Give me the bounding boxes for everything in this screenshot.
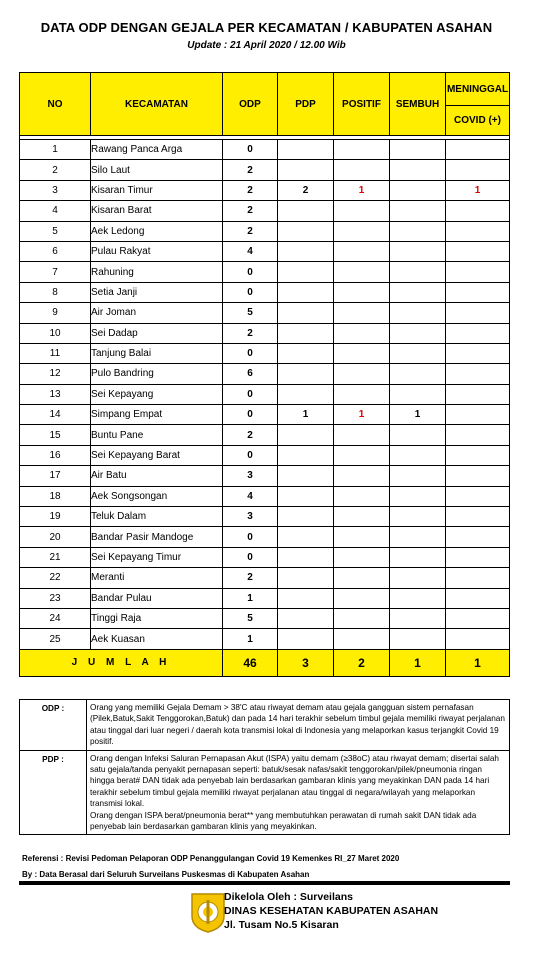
row-odp: 0 <box>223 140 278 160</box>
pdp-definition-key: PDP : <box>20 750 87 835</box>
table-row <box>20 323 510 343</box>
table-row <box>20 140 510 160</box>
row-no: 25 <box>20 629 91 649</box>
row-positif <box>334 384 390 404</box>
row-sembuh <box>390 527 446 547</box>
odp-definition-text: Orang yang memiliki Gejala Demam > 38'C atau riwayat demam atau gejala gangguan sistem pernafasan (Pilek,Batuk,Sakit Tenggorokan,Batuk) dan pada 14 hari terakhir sebelum timbul gejala memiliki riwayat perjalanan atau tinggal dari luar negeri / daerah kota transmisi lokal di Indonesia yang melaporkan kasus terjangkit Covid 19 positif. <box>87 700 510 751</box>
row-no: 19 <box>20 507 91 527</box>
row-pdp <box>278 262 334 282</box>
row-no: 24 <box>20 608 91 628</box>
row-odp: 3 <box>223 507 278 527</box>
table-row <box>20 201 510 221</box>
table-row <box>20 384 510 404</box>
row-odp: 6 <box>223 364 278 384</box>
row-pdp <box>278 507 334 527</box>
row-positif <box>334 241 390 261</box>
row-kecamatan: Simpang Empat <box>91 405 223 425</box>
row-meninggal <box>446 588 510 608</box>
row-odp: 5 <box>223 608 278 628</box>
row-odp: 4 <box>223 241 278 261</box>
row-no: 9 <box>20 303 91 323</box>
row-positif: 1 <box>334 180 390 200</box>
row-meninggal <box>446 364 510 384</box>
row-meninggal <box>446 201 510 221</box>
row-pdp <box>278 466 334 486</box>
row-no: 18 <box>20 486 91 506</box>
table-body <box>20 136 510 650</box>
table-row <box>20 466 510 486</box>
header-meninggal: MENINGGAL <box>446 73 510 106</box>
row-positif <box>334 160 390 180</box>
total-row <box>20 649 510 676</box>
row-pdp <box>278 588 334 608</box>
row-no: 2 <box>20 160 91 180</box>
row-pdp <box>278 201 334 221</box>
row-odp: 0 <box>223 527 278 547</box>
table-row <box>20 547 510 567</box>
row-meninggal <box>446 507 510 527</box>
row-meninggal <box>446 303 510 323</box>
row-odp: 2 <box>223 160 278 180</box>
row-meninggal <box>446 140 510 160</box>
row-pdp: 2 <box>278 180 334 200</box>
row-no: 22 <box>20 568 91 588</box>
row-no: 7 <box>20 262 91 282</box>
row-odp: 0 <box>223 343 278 363</box>
row-odp: 2 <box>223 323 278 343</box>
row-no: 6 <box>20 241 91 261</box>
row-positif <box>334 364 390 384</box>
row-no: 17 <box>20 466 91 486</box>
row-no: 10 <box>20 323 91 343</box>
row-meninggal: 1 <box>446 180 510 200</box>
row-sembuh <box>390 486 446 506</box>
row-meninggal <box>446 547 510 567</box>
row-positif <box>334 323 390 343</box>
row-kecamatan: Pulo Bandring <box>91 364 223 384</box>
row-odp: 0 <box>223 262 278 282</box>
row-meninggal <box>446 384 510 404</box>
row-meninggal <box>446 629 510 649</box>
row-kecamatan: Teluk Dalam <box>91 507 223 527</box>
row-sembuh <box>390 343 446 363</box>
row-sembuh <box>390 180 446 200</box>
row-sembuh <box>390 221 446 241</box>
row-positif <box>334 343 390 363</box>
header-covid: COVID (+) <box>446 106 510 136</box>
header-sembuh: SEMBUH <box>390 73 446 136</box>
row-pdp <box>278 384 334 404</box>
row-positif <box>334 201 390 221</box>
row-kecamatan: Sei Kepayang Barat <box>91 445 223 465</box>
row-pdp <box>278 568 334 588</box>
row-pdp <box>278 323 334 343</box>
row-positif <box>334 282 390 302</box>
total-odp: 46 <box>223 649 278 676</box>
row-sembuh <box>390 466 446 486</box>
row-sembuh <box>390 303 446 323</box>
row-sembuh <box>390 364 446 384</box>
row-no: 23 <box>20 588 91 608</box>
total-positif: 2 <box>334 649 390 676</box>
row-meninggal <box>446 466 510 486</box>
row-positif <box>334 303 390 323</box>
row-positif <box>334 507 390 527</box>
row-meninggal <box>446 343 510 363</box>
row-pdp <box>278 364 334 384</box>
table-row <box>20 527 510 547</box>
row-odp: 1 <box>223 629 278 649</box>
row-no: 8 <box>20 282 91 302</box>
row-sembuh <box>390 425 446 445</box>
asahan-regency-seal-icon <box>188 890 228 934</box>
table-row <box>20 405 510 425</box>
row-pdp <box>278 547 334 567</box>
table-row <box>20 241 510 261</box>
row-meninggal <box>446 241 510 261</box>
footer-address: Jl. Tusam No.5 Kisaran <box>224 919 339 931</box>
header-no: NO <box>20 73 91 136</box>
row-pdp <box>278 282 334 302</box>
row-pdp <box>278 160 334 180</box>
row-kecamatan: Sei Kepayang Timur <box>91 547 223 567</box>
footer-agency: DINAS KESEHATAN KABUPATEN ASAHAN <box>224 905 439 917</box>
row-pdp <box>278 608 334 628</box>
row-odp: 0 <box>223 445 278 465</box>
row-no: 4 <box>20 201 91 221</box>
row-odp: 0 <box>223 282 278 302</box>
row-sembuh <box>390 384 446 404</box>
row-sembuh <box>390 160 446 180</box>
row-odp: 2 <box>223 201 278 221</box>
row-no: 14 <box>20 405 91 425</box>
row-meninggal <box>446 445 510 465</box>
header-positif: POSITIF <box>334 73 390 136</box>
row-odp: 2 <box>223 568 278 588</box>
row-meninggal <box>446 486 510 506</box>
row-kecamatan: Tanjung Balai <box>91 343 223 363</box>
row-meninggal <box>446 323 510 343</box>
row-meninggal <box>446 262 510 282</box>
row-kecamatan: Pulau Rakyat <box>91 241 223 261</box>
row-pdp <box>278 425 334 445</box>
row-meninggal <box>446 568 510 588</box>
table-row <box>20 568 510 588</box>
row-meninggal <box>446 282 510 302</box>
row-kecamatan: Rahuning <box>91 262 223 282</box>
row-meninggal <box>446 405 510 425</box>
row-positif <box>334 608 390 628</box>
row-positif <box>334 466 390 486</box>
row-odp: 4 <box>223 486 278 506</box>
row-positif <box>334 547 390 567</box>
source-note: By : Data Berasal dari Seluruh Surveilans Puskesmas di Kabupaten Asahan <box>22 870 310 879</box>
row-sembuh <box>390 140 446 160</box>
row-kecamatan: Rawang Panca Arga <box>91 140 223 160</box>
row-kecamatan: Bandar Pulau <box>91 588 223 608</box>
table-row <box>20 445 510 465</box>
total-label: J U M L A H <box>20 649 223 676</box>
pdp-definition-text-2: Orang dengan ISPA berat/pneumonia berat** yang membutuhkan perawatan di rumah sakit DAN tidak ada penyebab lain berdasarkan gambaran klinis yang meyakinkan. <box>90 810 477 832</box>
row-no: 12 <box>20 364 91 384</box>
row-kecamatan: Setia Janji <box>91 282 223 302</box>
row-pdp: 1 <box>278 405 334 425</box>
header-kecamatan: KECAMATAN <box>91 73 223 136</box>
row-meninggal <box>446 608 510 628</box>
row-meninggal <box>446 160 510 180</box>
row-odp: 3 <box>223 466 278 486</box>
row-no: 3 <box>20 180 91 200</box>
row-sembuh <box>390 262 446 282</box>
row-pdp <box>278 629 334 649</box>
table-row <box>20 221 510 241</box>
row-positif <box>334 445 390 465</box>
odp-table <box>19 72 510 677</box>
table-row <box>20 282 510 302</box>
row-meninggal <box>446 527 510 547</box>
row-positif <box>334 629 390 649</box>
row-kecamatan: Sei Kepayang <box>91 384 223 404</box>
row-no: 5 <box>20 221 91 241</box>
table-row <box>20 343 510 363</box>
total-meninggal: 1 <box>446 649 510 676</box>
row-sembuh <box>390 323 446 343</box>
row-meninggal <box>446 425 510 445</box>
row-positif <box>334 588 390 608</box>
row-kecamatan: Aek Songsongan <box>91 486 223 506</box>
definitions-table <box>19 699 510 835</box>
row-pdp <box>278 221 334 241</box>
row-pdp <box>278 241 334 261</box>
row-odp: 2 <box>223 180 278 200</box>
row-odp: 1 <box>223 588 278 608</box>
row-kecamatan: Air Batu <box>91 466 223 486</box>
row-kecamatan: Sei Dadap <box>91 323 223 343</box>
row-no: 20 <box>20 527 91 547</box>
row-odp: 0 <box>223 547 278 567</box>
table-row <box>20 608 510 628</box>
table-row <box>20 425 510 445</box>
row-positif: 1 <box>334 405 390 425</box>
row-no: 11 <box>20 343 91 363</box>
row-kecamatan: Aek Kuasan <box>91 629 223 649</box>
table-row <box>20 160 510 180</box>
row-positif <box>334 425 390 445</box>
row-positif <box>334 568 390 588</box>
row-kecamatan: Kisaran Timur <box>91 180 223 200</box>
page-title: DATA ODP DENGAN GEJALA PER KECAMATAN / KABUPATEN ASAHAN <box>40 20 493 35</box>
row-pdp <box>278 303 334 323</box>
row-pdp <box>278 140 334 160</box>
table-row <box>20 262 510 282</box>
table-row <box>20 180 510 200</box>
row-kecamatan: Kisaran Barat <box>91 201 223 221</box>
row-positif <box>334 527 390 547</box>
row-odp: 2 <box>223 425 278 445</box>
row-sembuh <box>390 629 446 649</box>
row-kecamatan: Aek Ledong <box>91 221 223 241</box>
row-sembuh <box>390 547 446 567</box>
row-no: 16 <box>20 445 91 465</box>
row-positif <box>334 221 390 241</box>
header-odp: ODP <box>223 73 278 136</box>
table-row <box>20 486 510 506</box>
row-sembuh: 1 <box>390 405 446 425</box>
divider <box>19 881 510 885</box>
row-pdp <box>278 486 334 506</box>
pdp-definition-cell <box>87 750 510 835</box>
row-odp: 5 <box>223 303 278 323</box>
row-sembuh <box>390 507 446 527</box>
row-sembuh <box>390 568 446 588</box>
row-pdp <box>278 445 334 465</box>
row-sembuh <box>390 588 446 608</box>
row-positif <box>334 486 390 506</box>
row-kecamatan: Silo Laut <box>91 160 223 180</box>
row-no: 21 <box>20 547 91 567</box>
table-row <box>20 588 510 608</box>
row-sembuh <box>390 445 446 465</box>
total-pdp: 3 <box>278 649 334 676</box>
row-sembuh <box>390 201 446 221</box>
row-kecamatan: Tinggi Raja <box>91 608 223 628</box>
row-no: 15 <box>20 425 91 445</box>
row-kecamatan: Air Joman <box>91 303 223 323</box>
pdp-definition-text-1: Orang dengan Infeksi Saluran Pernapasan Akut (ISPA) yaitu demam (≥38oC) atau riwayat demam; disertai salah satu gejala/tanda penyakit pernapasan seperti: batuk/sesak nafas/sakit tenggorokan/pilek/pneumonia ringan hingga berat# DAN tidak ada penyebab lain berdasarkan gambaran klinis yang meyakinkan DAN pada 14 hari terakhir sebelum timbul gejala memiliki riwayat perjalanan atau tinggal di negara/wilayah yang melaporkan transmisi lokal. <box>90 753 499 809</box>
update-timestamp: Update : 21 April 2020 / 12.00 Wib <box>187 40 346 51</box>
row-no: 1 <box>20 140 91 160</box>
row-sembuh <box>390 241 446 261</box>
total-sembuh: 1 <box>390 649 446 676</box>
table-row <box>20 629 510 649</box>
row-odp: 0 <box>223 384 278 404</box>
row-no: 13 <box>20 384 91 404</box>
odp-definition-key: ODP : <box>20 700 87 751</box>
row-pdp <box>278 343 334 363</box>
row-sembuh <box>390 282 446 302</box>
row-sembuh <box>390 608 446 628</box>
row-odp: 2 <box>223 221 278 241</box>
row-kecamatan: Bandar Pasir Mandoge <box>91 527 223 547</box>
table-row <box>20 303 510 323</box>
row-kecamatan: Meranti <box>91 568 223 588</box>
row-odp: 0 <box>223 405 278 425</box>
row-positif <box>334 140 390 160</box>
reference-note: Referensi : Revisi Pedoman Pelaporan ODP Penanggulangan Covid 19 Kemenkes RI_27 Maret 2020 <box>22 854 400 863</box>
table-row <box>20 507 510 527</box>
row-positif <box>334 262 390 282</box>
table-row <box>20 364 510 384</box>
row-kecamatan: Buntu Pane <box>91 425 223 445</box>
header-pdp: PDP <box>278 73 334 136</box>
footer-managed-by: Dikelola Oleh : Surveilans <box>224 891 353 903</box>
row-pdp <box>278 527 334 547</box>
row-meninggal <box>446 221 510 241</box>
